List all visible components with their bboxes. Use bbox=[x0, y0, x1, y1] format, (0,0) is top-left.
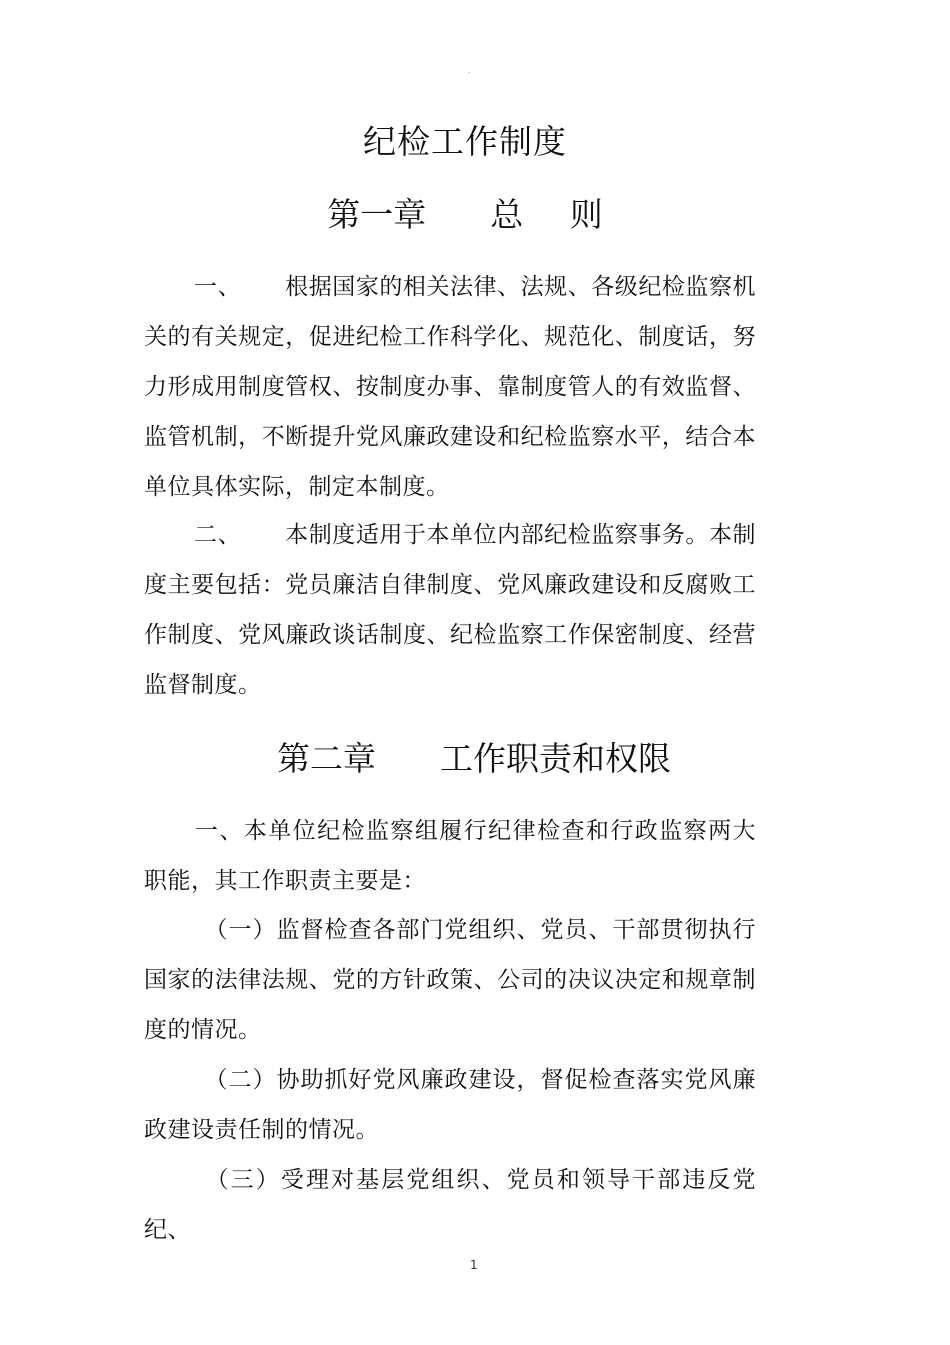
chapter-1-paragraph-2 bbox=[144, 510, 756, 710]
chapter-1-title: 总 则 bbox=[490, 195, 621, 234]
chapter-2-item-2 bbox=[144, 1055, 756, 1155]
page-number: 1 bbox=[470, 1258, 478, 1272]
header-mark: - bbox=[468, 68, 471, 77]
document-title: 纪检工作制度 bbox=[363, 122, 567, 161]
chapter-2-heading bbox=[0, 737, 948, 781]
paragraph-text: 根据国家的相关法律、法规、各级纪检监察机关的有关规定，促进纪检工作科学化、规范化、制度话，努力形成用制度管权、按制度办事、靠制度管人的有效监督、监管机制，不断提升党风廉政建设和纪检监察水平，结合本单位具体实际，制定本制度。 bbox=[144, 274, 757, 500]
chapter-1-heading bbox=[0, 193, 948, 237]
chapter-2-item-1 bbox=[144, 905, 756, 1055]
chapter-1-paragraph-1 bbox=[144, 262, 756, 512]
paragraph-number: 二、 bbox=[194, 522, 242, 548]
chapter-2-item-3 bbox=[144, 1155, 756, 1255]
paragraph-number: 一、 bbox=[194, 274, 242, 300]
paragraph-text: 一、本单位纪检监察组履行纪律检查和行政监察两大职能，其工作职责主要是： bbox=[144, 818, 756, 894]
chapter-2-title: 工作职责和权限 bbox=[440, 739, 671, 778]
chapter-2-paragraph-1 bbox=[144, 806, 756, 906]
chapter-2-number: 第二章 bbox=[277, 739, 376, 778]
paragraph-text: （二）协助抓好党风廉政建设，督促检查落实党风廉政建设责任制的情况。 bbox=[144, 1067, 756, 1143]
paragraph-text: （一）监督检查各部门党组织、党员、干部贯彻执行国家的法律法规、党的方针政策、公司的决议决定和规章制度的情况。 bbox=[144, 917, 756, 1043]
paragraph-text: （三）受理对基层党组织、党员和领导干部违反党纪、 bbox=[144, 1167, 756, 1243]
chapter-1-number: 第一章 bbox=[327, 195, 427, 234]
paragraph-text: 本制度适用于本单位内部纪检监察事务。本制度主要包括：党员廉洁自律制度、党风廉政建设和反腐败工作制度、党风廉政谈话制度、纪检监察工作保密制度、经营监督制度。 bbox=[144, 522, 757, 698]
